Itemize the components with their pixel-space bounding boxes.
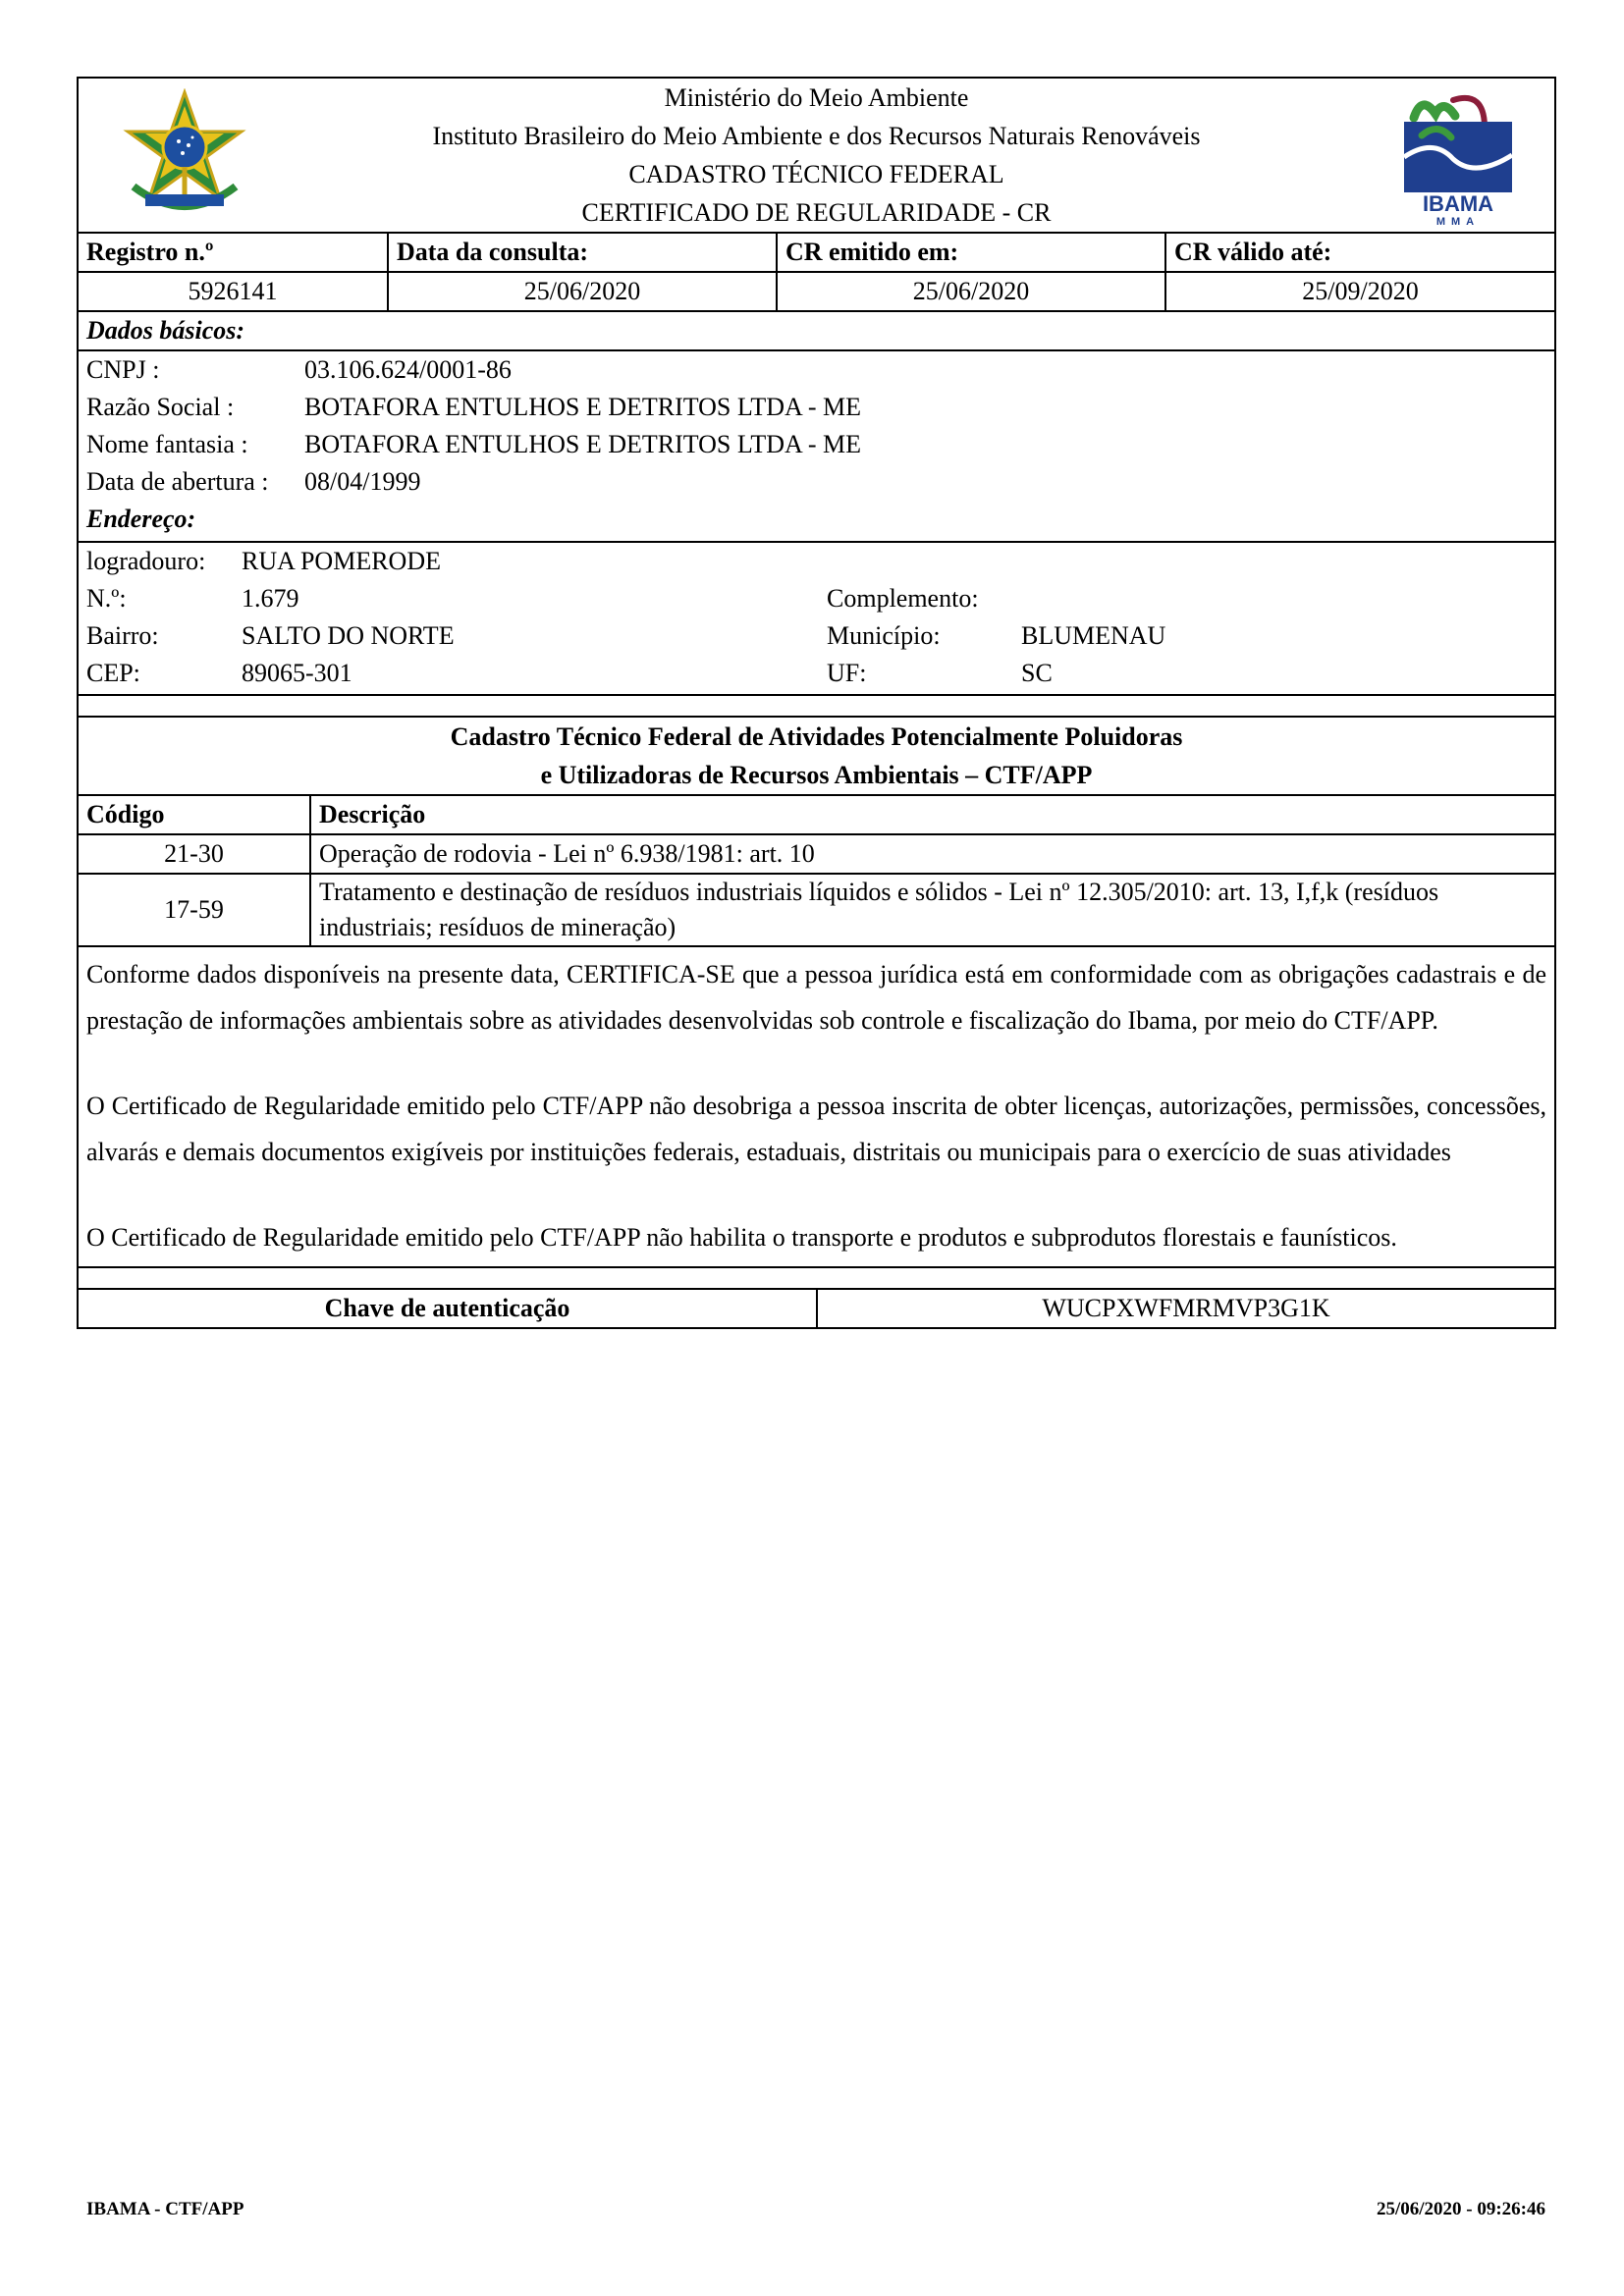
uf-label: UF: — [827, 659, 867, 687]
cnpj-label: CNPJ : — [86, 355, 160, 384]
spacer-row — [79, 696, 1554, 718]
address-section — [79, 543, 1554, 696]
complemento-label: Complemento: — [827, 584, 979, 613]
abertura-label: Data de abertura : — [86, 467, 269, 496]
razao-label: Razão Social : — [86, 393, 235, 421]
activity-description: Tratamento e destinação de resíduos industriais líquidos e sólidos - Lei nº 12.305/2010: art. 13, I,f,k (resíduos industriais; resíduos de mineração) — [319, 878, 1439, 941]
fantasia-value: BOTAFORA ENTULHOS E DETRITOS LTDA - ME — [304, 430, 862, 458]
code-column-header: Código — [79, 796, 311, 833]
summary-header-row — [79, 234, 1554, 273]
abertura-value: 08/04/1999 — [304, 467, 421, 496]
auth-key-label: Chave de autenticação — [79, 1290, 818, 1327]
complemento-value — [1021, 580, 1546, 617]
ctf-title-line1: Cadastro Técnico Federal de Atividades Potencialmente Poluidoras — [450, 722, 1183, 751]
authentication-row — [79, 1290, 1554, 1327]
consulta-value: 25/06/2020 — [389, 273, 778, 310]
ibama-logo-text: IBAMA — [1422, 191, 1494, 216]
ctf-title-line2: e Utilizadoras de Recursos Ambientais – CTF/APP — [540, 761, 1093, 789]
activity-row — [79, 835, 1554, 875]
activity-code: 21-30 — [79, 835, 311, 873]
description-column-header: Descrição — [319, 800, 426, 828]
cep-label: CEP: — [86, 659, 140, 687]
certification-text — [79, 947, 1554, 1268]
logradouro-value: RUA POMERODE — [242, 547, 441, 575]
ctf-title — [79, 718, 1554, 796]
registro-value: 5926141 — [79, 273, 389, 310]
auth-key-value: WUCPXWFMRMVP3G1K — [1042, 1294, 1330, 1322]
logradouro-label: logradouro: — [86, 547, 206, 575]
valido-value: 25/09/2020 — [1302, 277, 1419, 305]
certificate-document — [77, 77, 1556, 1329]
fantasia-label: Nome fantasia : — [86, 430, 248, 458]
emitido-value: 25/06/2020 — [778, 273, 1166, 310]
certification-paragraph-3: O Certificado de Regularidade emitido pelo CTF/APP não habilita o transporte e produtos e subprodutos florestais e faunísticos. — [86, 1223, 1397, 1252]
header-titles — [79, 79, 1554, 232]
certification-paragraph-1: Conforme dados disponíveis na presente data, CERTIFICA-SE que a pessoa jurídica está em conformidade com as obrigações cadastrais e de prestação de informações ambientais sobre as atividades desenvolvidas sob controle e fiscalização do Ibama, por meio do CTF/APP. — [86, 960, 1546, 1035]
ibama-logo-subtext: MMA — [1435, 216, 1481, 226]
basic-data-section — [79, 351, 1554, 543]
valido-header: CR válido até: — [1174, 238, 1332, 266]
registro-header: Registro n.º — [79, 234, 389, 271]
document-title: CERTIFICADO DE REGULARIDADE - CR — [581, 198, 1052, 227]
activities-header-row — [79, 796, 1554, 835]
address-title: Endereço: — [86, 505, 196, 533]
certification-paragraph-2: O Certificado de Regularidade emitido pelo CTF/APP não desobriga a pessoa inscrita de obter licenças, autorizações, permissões, concessões, alvarás e demais documentos exigíveis por instituições federais, estaduais, distritais ou municipais para o exercício de suas atividades — [86, 1092, 1546, 1166]
municipio-label: Município: — [827, 621, 941, 650]
activity-description: Operação de rodovia - Lei nº 6.938/1981: art. 10 — [319, 839, 815, 868]
basic-data-title: Dados básicos: — [79, 312, 1554, 351]
summary-value-row — [79, 273, 1554, 312]
footer-left: IBAMA - CTF/APP — [86, 2199, 244, 2219]
footer-timestamp: 25/06/2020 - 09:26:46 — [1376, 2199, 1545, 2219]
ibama-logo-icon — [1375, 88, 1540, 226]
consulta-header: Data da consulta: — [389, 234, 778, 271]
activity-row — [79, 875, 1554, 947]
registry-name: CADASTRO TÉCNICO FEDERAL — [628, 160, 1004, 188]
numero-label: N.º: — [86, 584, 127, 613]
razao-value: BOTAFORA ENTULHOS E DETRITOS LTDA - ME — [304, 393, 862, 421]
municipio-value: BLUMENAU — [1021, 621, 1166, 650]
numero-value: 1.679 — [242, 584, 299, 613]
cep-value: 89065-301 — [242, 659, 352, 687]
cnpj-value: 03.106.624/0001-86 — [304, 355, 512, 384]
bairro-label: Bairro: — [86, 621, 159, 650]
institute-name: Instituto Brasileiro do Meio Ambiente e dos Recursos Naturais Renováveis — [432, 122, 1201, 150]
activity-code: 17-59 — [79, 875, 311, 945]
certificate-header — [79, 79, 1554, 234]
emitido-header: CR emitido em: — [778, 234, 1166, 271]
uf-value: SC — [1021, 659, 1053, 687]
spacer-row — [79, 1268, 1554, 1290]
ministry-name: Ministério do Meio Ambiente — [664, 83, 969, 112]
bairro-value: SALTO DO NORTE — [242, 621, 455, 650]
